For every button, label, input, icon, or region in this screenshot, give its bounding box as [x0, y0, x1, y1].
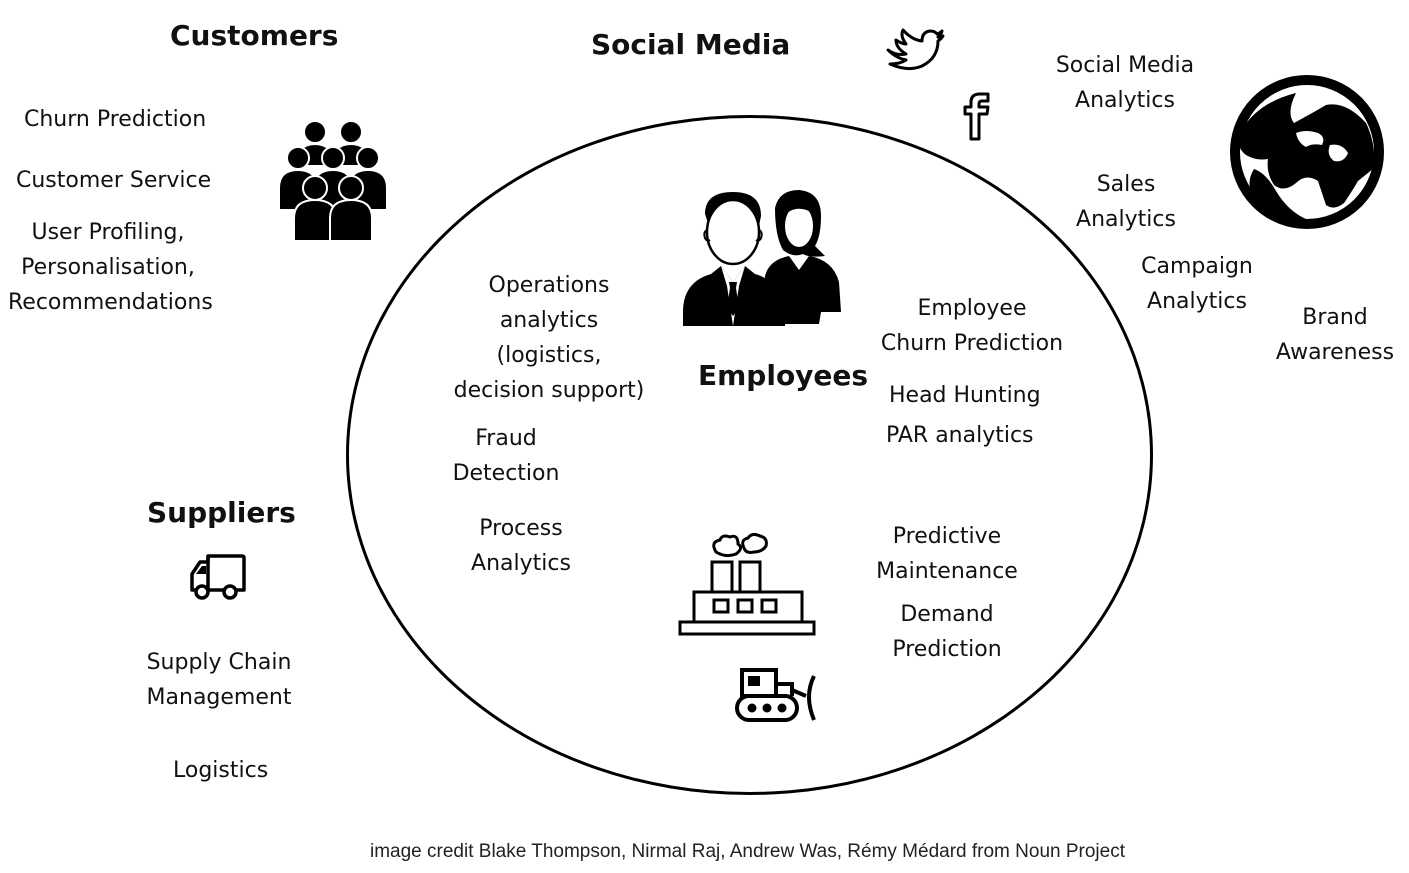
image-credit: image credit Blake Thompson, Nirmal Raj, Andrew Was, Rémy Médard from Noun Project [370, 841, 1125, 862]
employees-icon [683, 186, 843, 328]
truck-icon [188, 552, 246, 602]
par-analytics-label: PAR analytics [886, 423, 1034, 448]
globe-icon [1226, 73, 1388, 231]
factory-icon [678, 534, 816, 636]
head-hunting-label: Head Hunting [889, 383, 1041, 408]
fraud-detection-label: Fraud Detection [452, 426, 560, 486]
customer-service-label: Customer Service [16, 168, 212, 193]
crowd-icon [278, 120, 388, 242]
brand-awareness-label: Brand Awareness [1275, 305, 1395, 365]
sales-analytics-label: Sales Analytics [1076, 172, 1176, 232]
operations-analytics-label: Operations analytics (logistics, decision support) [453, 273, 645, 403]
social-media-heading: Social Media [591, 28, 791, 61]
supply-chain-label: Supply Chain Management [146, 650, 292, 710]
customers-heading: Customers [170, 19, 339, 52]
churn-prediction-label: Churn Prediction [24, 107, 207, 132]
user-profiling-label: User Profiling, Personalisation, Recommendations [8, 220, 213, 315]
twitter-bird-icon [886, 28, 944, 70]
demand-prediction-label: Demand Prediction [892, 602, 1002, 662]
process-analytics-label: Process Analytics [471, 516, 571, 576]
social-media-analytics-label: Social Media Analytics [1055, 53, 1195, 113]
predictive-maintenance-label: Predictive Maintenance [876, 524, 1018, 584]
bulldozer-icon [734, 666, 818, 724]
suppliers-heading: Suppliers [147, 496, 296, 529]
facebook-icon [962, 92, 992, 140]
logistics-label: Logistics [173, 758, 269, 783]
campaign-analytics-label: Campaign Analytics [1141, 254, 1253, 314]
employees-heading: Employees [698, 359, 869, 392]
employee-churn-label: Employee Churn Prediction [880, 296, 1064, 356]
